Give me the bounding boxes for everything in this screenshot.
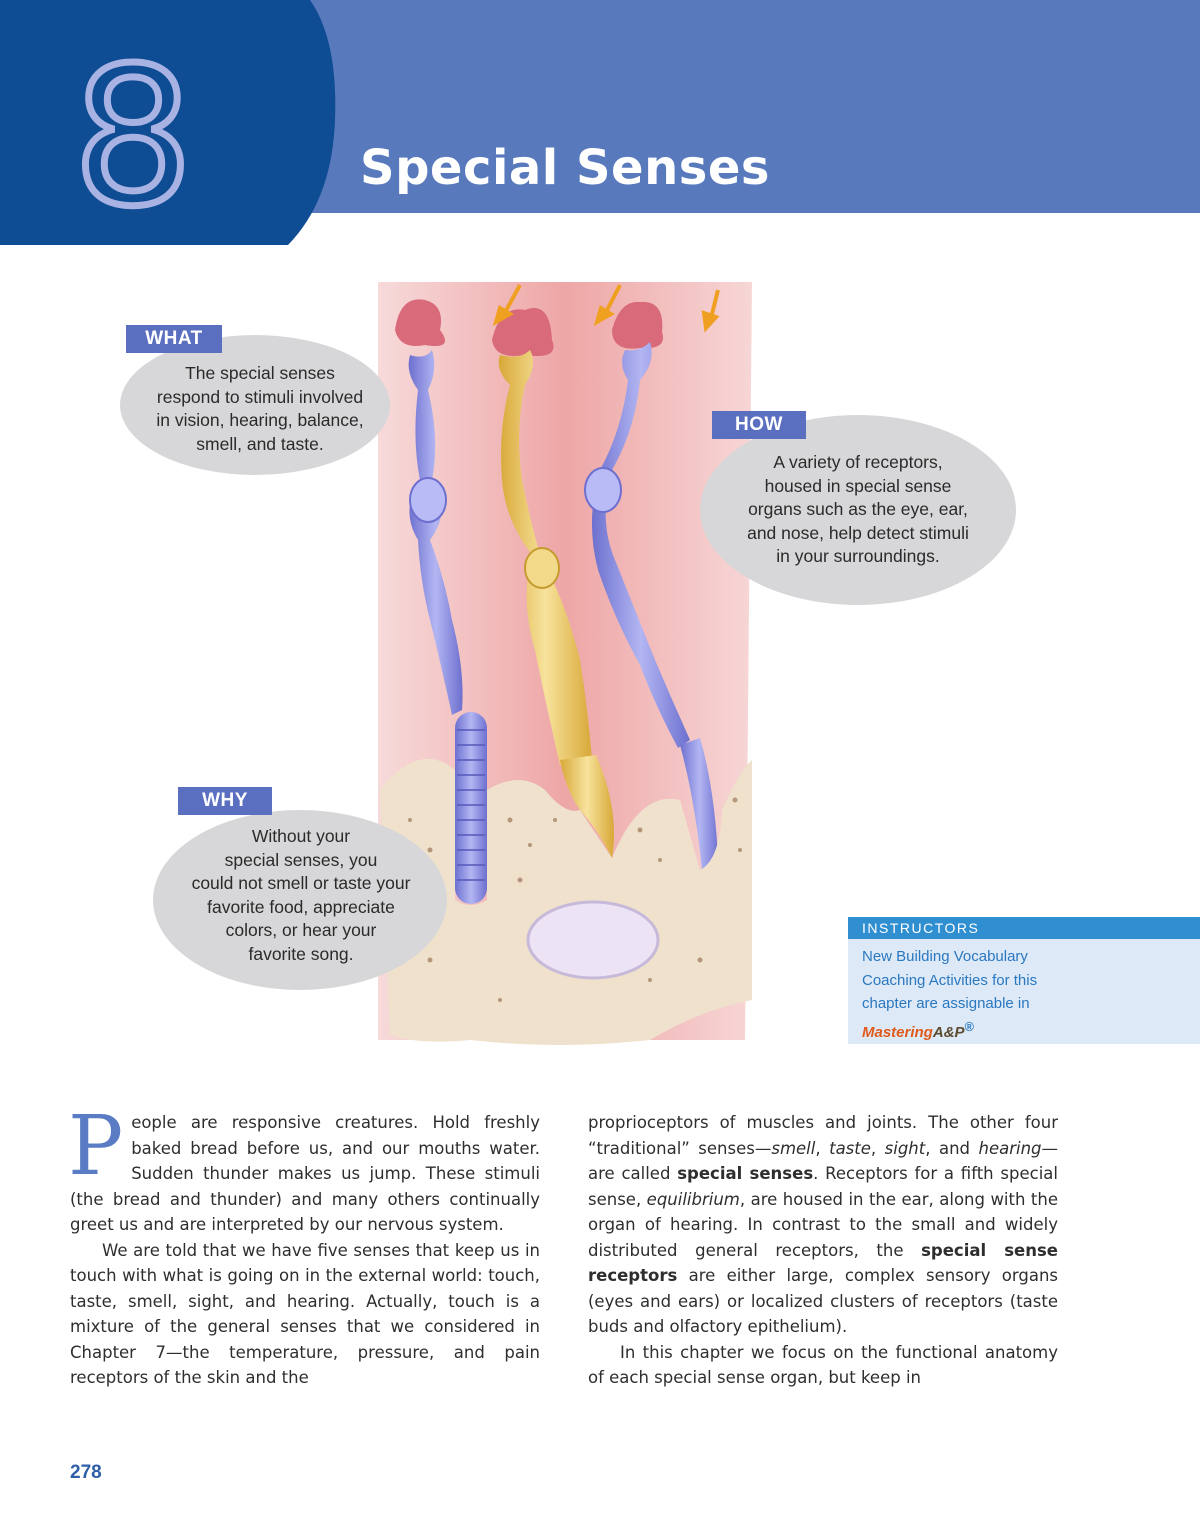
receptor-left-nucleus [410, 478, 446, 522]
text-run: , [815, 1138, 830, 1158]
paragraph-intro [68, 1099, 540, 1238]
text-run: . Receptors for a fifth special sense, [588, 1164, 1058, 1209]
what-line: respond to stimuli involved [156, 386, 364, 407]
text-run: —are called [588, 1138, 1059, 1183]
how-line: housed in special sense [764, 475, 952, 496]
mastering-ap-logo[interactable] [862, 1016, 1200, 1045]
receptor-center-nucleus [525, 548, 559, 588]
paragraph-intro-text: eople are responsive creatures. Hold freshly baked bread before us, and our mouths water. Sudden thunder makes us jump. These stimuli (the bread and thunder) and many others continually greet us and are interpreted by our nervous system. [70, 1113, 540, 1234]
mastering-logo-part1: Mastering [862, 1023, 933, 1041]
mastering-logo-mark: ® [964, 1019, 974, 1034]
what-line: smell, and taste. [196, 433, 324, 454]
term-taste: taste [829, 1138, 871, 1158]
how-text [710, 451, 1006, 569]
what-line: The special senses [185, 363, 335, 383]
drop-cap: P [68, 1099, 124, 1194]
why-line: colors, or hear your [225, 920, 377, 940]
why-line: could not smell or taste your [191, 873, 411, 893]
how-line: organs such as the eye, ear, [748, 499, 968, 519]
instructors-line: Coaching Activities for this [862, 971, 1038, 989]
text-run: , [870, 1138, 885, 1158]
chapter-title: Special Senses [360, 140, 770, 196]
text-run: proprioceptors of muscles and joints. The other four “traditional” senses— [588, 1113, 1058, 1158]
term-smell: smell [771, 1138, 816, 1158]
why-text [160, 825, 442, 966]
what-text [130, 362, 390, 456]
body-column-right [588, 1110, 1058, 1391]
text-run: , are housed in the ear, along with the organ of hearing. In contrast to the small and widely distributed general receptors, the [588, 1189, 1058, 1260]
why-line: favorite song. [248, 943, 354, 964]
how-tag: HOW [712, 411, 806, 439]
paragraph-five-senses: We are told that we have five senses that keep us in touch with what is going on in the external world: touch, taste, smell, sight, and hearing. Actually, touch is a mixture of the general senses that we considered in Chapter 7—the temperature, pressure, and pain receptors of the skin and the [70, 1240, 540, 1387]
paragraph-chapter-focus: In this chapter we focus on the functional anatomy of each special sense organ, but keep in [588, 1342, 1058, 1387]
page-number: 278 [70, 1462, 102, 1483]
term-hearing: hearing [978, 1138, 1042, 1158]
what-line: in vision, hearing, balance, [156, 410, 364, 430]
chapter-number: 8 [72, 27, 194, 248]
term-special-sense-receptors: special sense receptors [588, 1240, 1058, 1285]
term-sight: sight [884, 1138, 926, 1158]
instructors-body [848, 939, 1200, 1044]
cell-nucleus-large [528, 902, 658, 978]
instructors-box [848, 917, 1200, 1044]
paragraph-special-senses [588, 1110, 1058, 1340]
instructors-line: New Building Vocabulary [862, 948, 1028, 965]
why-tag: WHY [178, 787, 272, 815]
term-equilibrium: equilibrium [646, 1189, 740, 1209]
text-run: , and [925, 1138, 979, 1158]
instructors-line: chapter are assignable in [862, 995, 1030, 1012]
how-line: A variety of receptors, [773, 452, 943, 472]
receptor-left-outer-segment [455, 712, 487, 904]
why-line: favorite food, appreciate [207, 896, 395, 917]
text-run: are either large, complex sensory organs (eyes and ears) or localized clusters of receptors (taste buds and olfactory epithelium). [588, 1266, 1058, 1336]
why-line: Without your [251, 826, 351, 846]
body-column-left [68, 1099, 540, 1391]
how-line: and nose, help detect stimuli [747, 522, 969, 543]
how-line: in your surroundings. [776, 546, 940, 566]
why-line: special senses, you [224, 849, 378, 870]
instructors-heading: INSTRUCTORS [848, 917, 1200, 939]
receptor-right-nucleus [585, 468, 621, 512]
mastering-logo-part2: A&P [932, 1023, 965, 1041]
term-special-senses: special senses [677, 1164, 814, 1183]
what-tag: WHAT [126, 325, 222, 353]
